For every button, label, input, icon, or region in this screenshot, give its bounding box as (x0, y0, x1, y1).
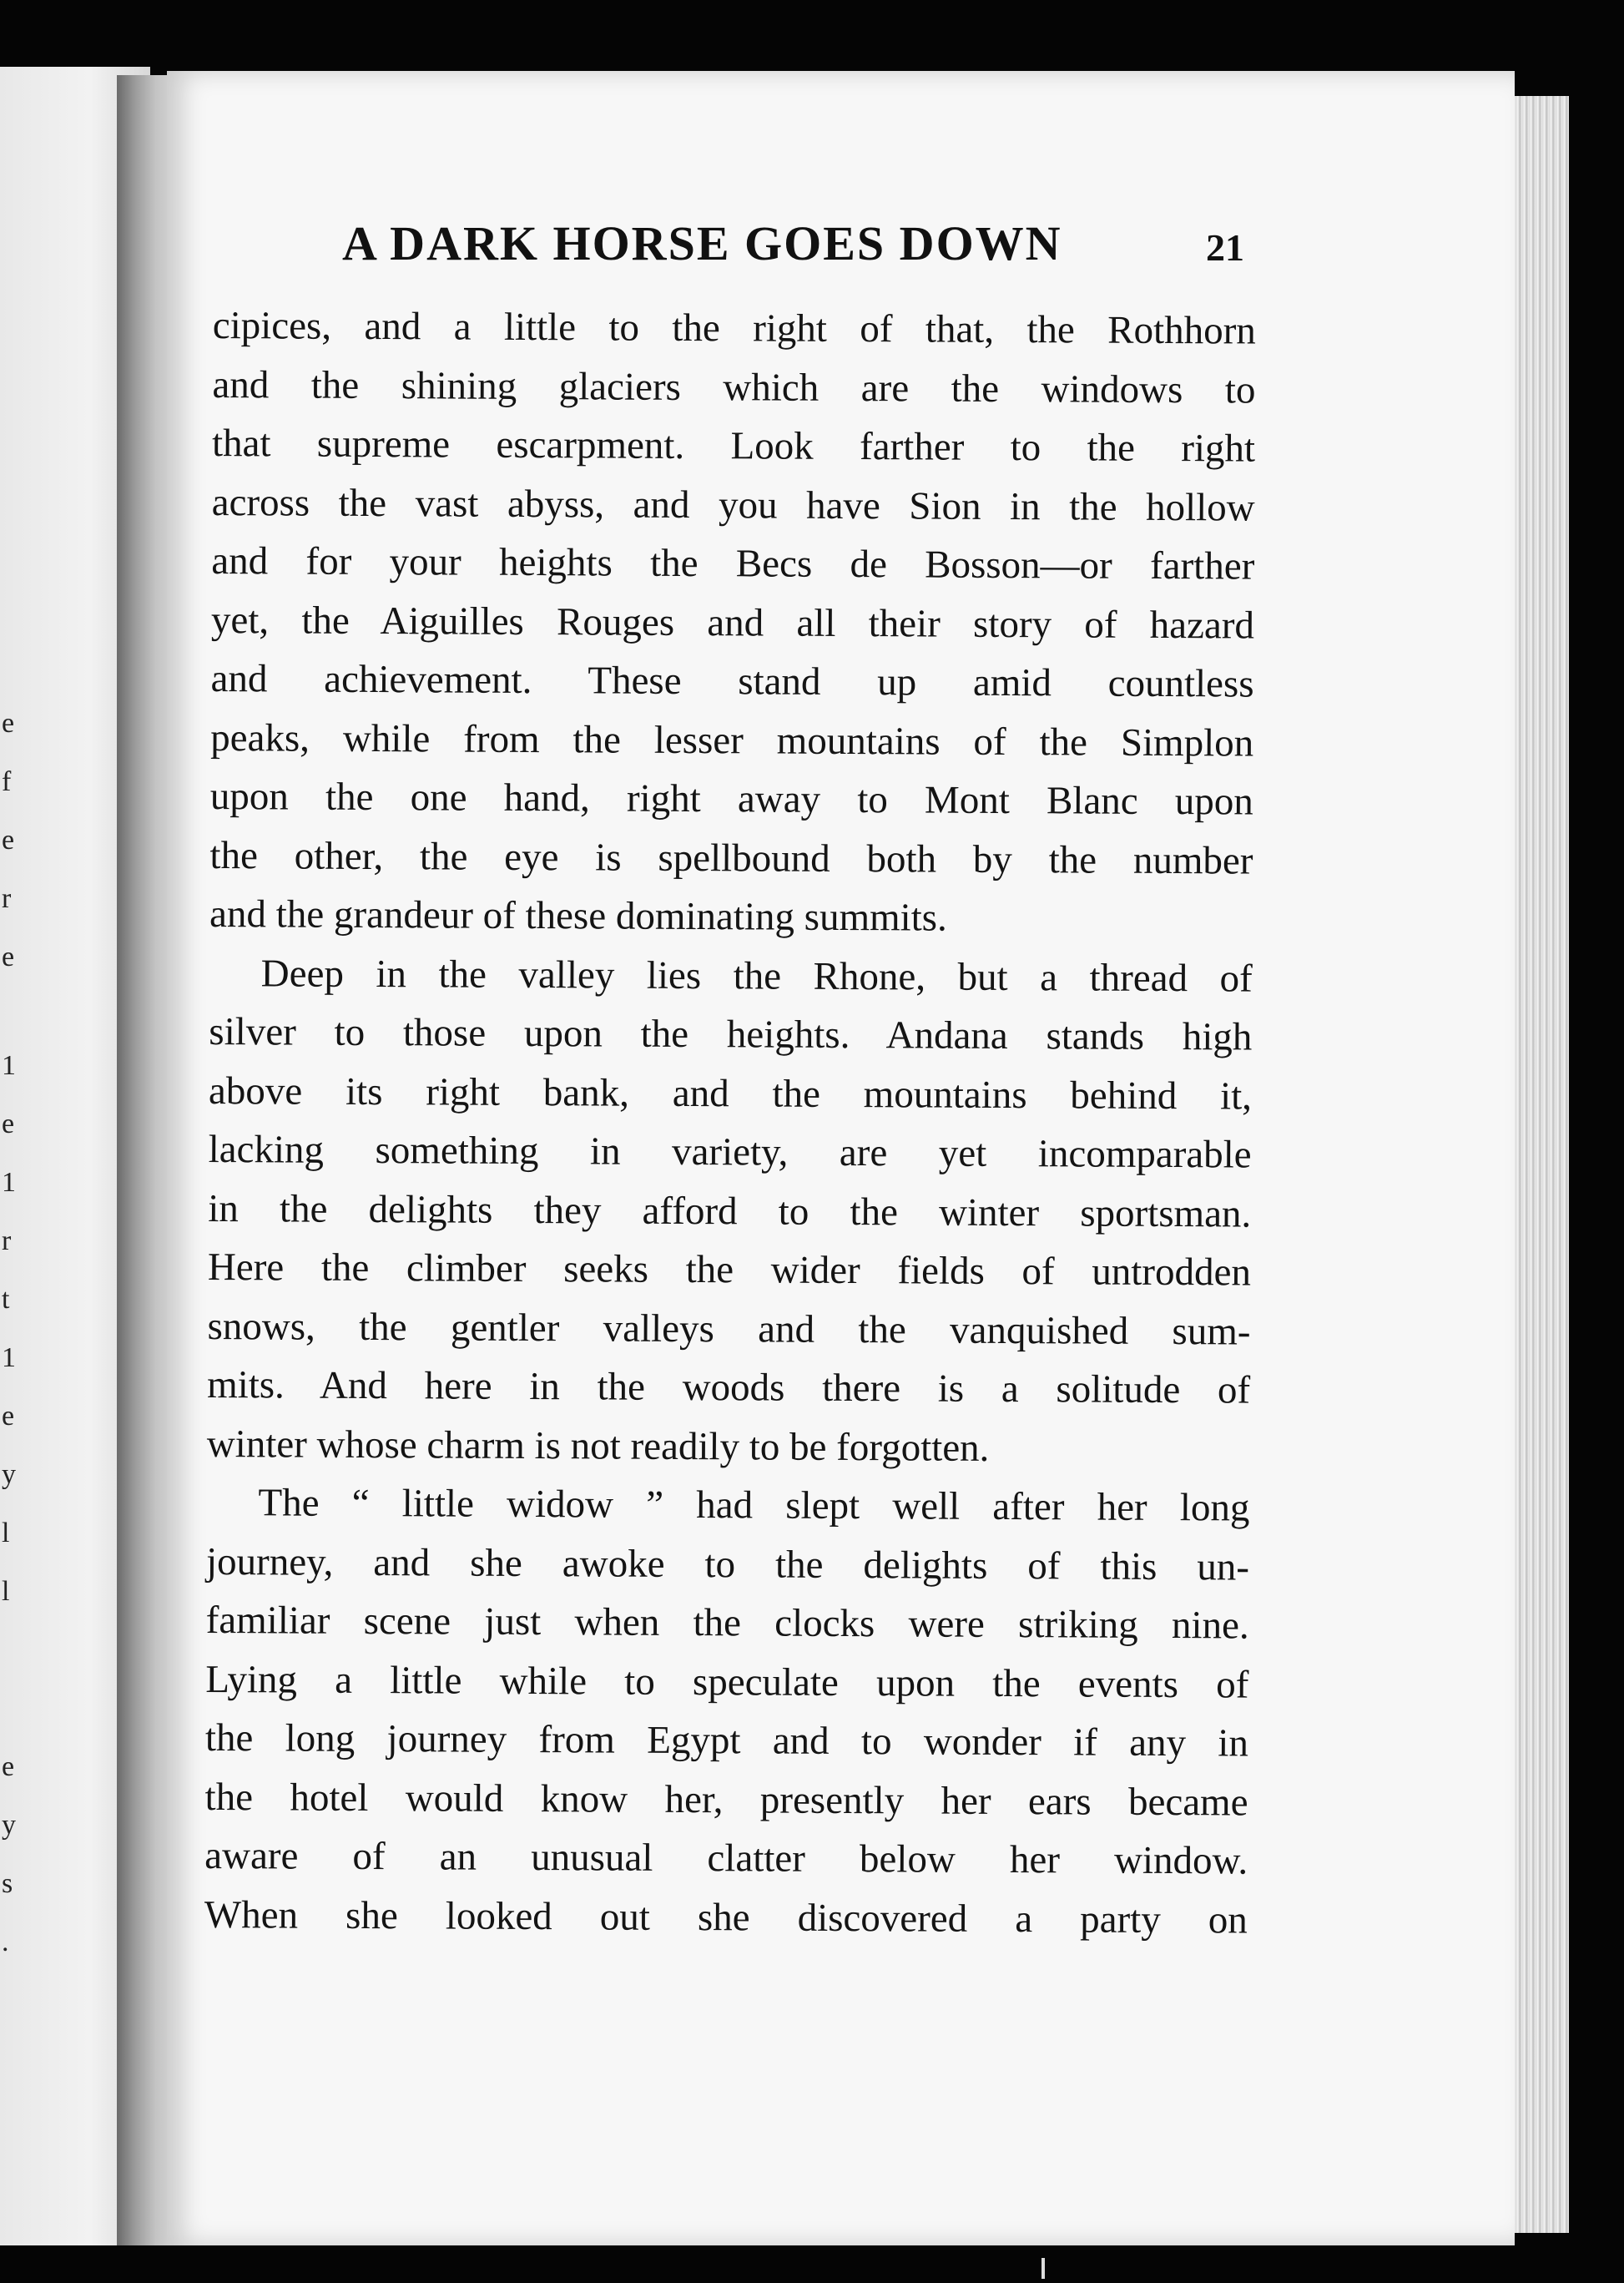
text-line: winter whose charm is not readily to be forgotten. (206, 1422, 990, 1470)
text-line: above its right bank, and the mountains behind it, (208, 1068, 1253, 1119)
text-line: across the vast abyss, and you have Sion in the hollow (211, 480, 1255, 530)
left-margin-mark: f (2, 766, 12, 797)
scan-artifact (1041, 2258, 1045, 2279)
left-margin-mark: e (2, 708, 15, 739)
text-line: in the delights they afford to the winter sportsman. (208, 1186, 1252, 1236)
text-line: Lying a little while to speculate upon the events of (205, 1657, 1249, 1707)
page-number: 21 (1206, 226, 1244, 269)
left-margin-mark: r (2, 1225, 12, 1256)
left-margin-mark: y (2, 1810, 16, 1841)
text-line: Here the climber seeks the wider fields of untrodden (207, 1245, 1252, 1295)
paragraph-first-line: The “ little widow ” had slept well after her long (258, 1481, 1250, 1530)
running-title: A DARK HORSE GOES DOWN (342, 216, 1062, 270)
left-margin-mark: 1 (2, 1050, 16, 1081)
left-margin-mark: s (2, 1868, 13, 1899)
text-line: upon the one hand, right away to Mont Blanc upon (209, 774, 1253, 824)
text-line: When she looked out she discovered a party on (204, 1892, 1248, 1942)
left-margin-mark: l (2, 1576, 10, 1607)
text-line: yet, the Aiguilles Rouges and all their story of hazard (210, 598, 1255, 648)
text-line: the long journey from Egypt and to wonder if any in (204, 1715, 1249, 1765)
left-margin-mark: e (2, 1751, 15, 1782)
text-line: peaks, while from the lesser mountains of the Simplon (210, 715, 1254, 765)
text-line: snows, the gentler valleys and the vanquished sum- (207, 1304, 1251, 1354)
left-margin-mark: r (2, 883, 12, 914)
text-line: journey, and she awoke to the delights of this un- (205, 1539, 1250, 1589)
left-margin-mark: e (2, 1109, 15, 1139)
left-margin-mark: y (2, 1459, 16, 1490)
paragraph-first-line: Deep in the valley lies the Rhone, but a thread of (260, 951, 1253, 1001)
text-line: the other, the eye is spellbound both by the number (209, 833, 1253, 883)
left-margin-mark: l (2, 1518, 10, 1548)
text-line: lacking something in variety, are yet incomparable (208, 1127, 1252, 1177)
page-header (342, 215, 1260, 290)
left-margin-mark: . (2, 1927, 9, 1957)
left-margin-mark: t (2, 1284, 10, 1315)
text-line: that supreme escarpment. Look farther to the right (211, 421, 1256, 471)
text-line: and the shining glaciers which are the windows to (212, 362, 1256, 412)
text-line: and the grandeur of these dominating summits. (209, 891, 947, 940)
text-line: the hotel would know her, presently her ears became (204, 1775, 1248, 1825)
body-text (204, 296, 1256, 1950)
text-line: familiar scene just when the clocks were striking nine. (205, 1598, 1249, 1648)
left-margin-mark: e (2, 825, 15, 856)
text-line: silver to those upon the heights. Andana stands high (209, 1009, 1253, 1059)
left-margin-mark: e (2, 1401, 15, 1432)
text-line: aware of an unusual clatter below her window. (204, 1833, 1248, 1883)
left-margin-mark: 1 (2, 1167, 16, 1198)
left-margin-mark: 1 (2, 1342, 16, 1373)
text-line: cipices, and a little to the right of that, the Rothhorn (212, 303, 1256, 353)
text-line: and achievement. These stand up amid countless (210, 656, 1254, 706)
text-line: mits. And here in the woods there is a solitude of (207, 1362, 1251, 1412)
text-line: and for your heights the Becs de Bosson—or farther (211, 538, 1255, 588)
left-margin-mark: e (2, 942, 15, 972)
